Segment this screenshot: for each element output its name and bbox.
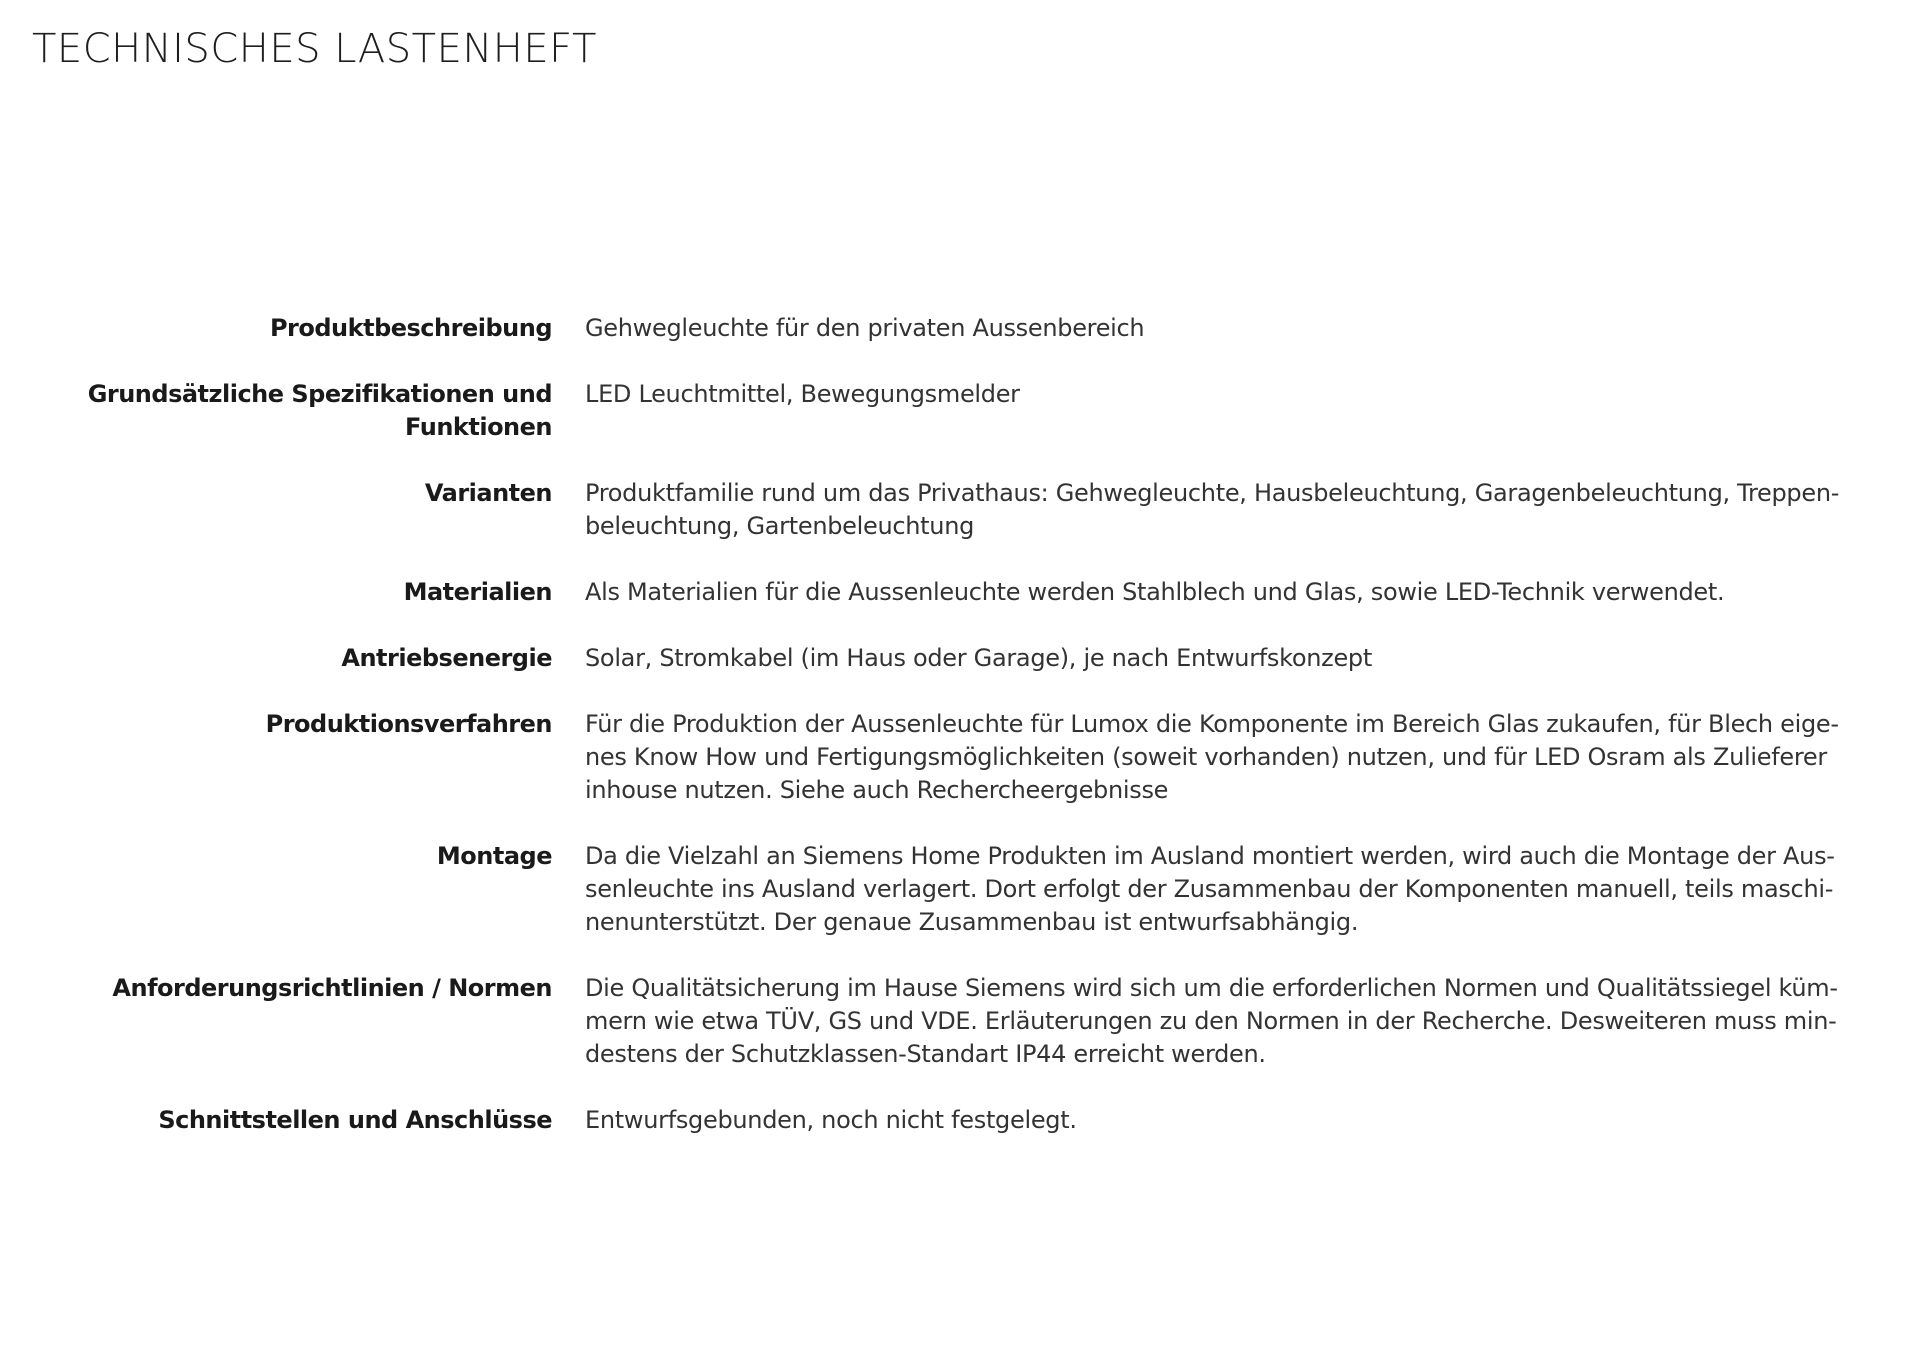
spec-value: Solar, Stromkabel (im Haus oder Garage), je nach Entwurfskonzept	[585, 644, 1372, 672]
spec-row-produktionsverfahren	[0, 708, 1920, 807]
spec-value: Als Materialien für die Aussenleuchte werden Stahlblech und Glas, sowie LED-Technik verwendet.	[585, 578, 1725, 606]
spec-row-normen	[0, 972, 1920, 1071]
spec-value: LED Leuchtmittel, Bewegungsmelder	[585, 380, 1020, 408]
spec-row-schnittstellen	[0, 1104, 1920, 1137]
spec-label: Varianten	[424, 479, 552, 507]
spec-row-varianten	[0, 477, 1920, 543]
spec-value: Die Qualitätsicherung im Hause Siemens wird sich um die erforderlichen Normen und Qualitätssiegel küm- mern wie etwa TÜV, GS und VDE. Erläuterungen zu den Normen in der Recherche. Desweiteren muss min- destens der Schutzklassen-Standart IP44 erreicht werden.	[585, 974, 1838, 1068]
spec-row-materialien	[0, 576, 1920, 609]
page-title: TECHNISCHES LASTENHEFT	[32, 26, 597, 72]
spec-value: Für die Produktion der Aussenleuchte für Lumox die Komponente im Bereich Glas zukaufen, für Blech eige- nes Know How und Fertigungsmöglichkeiten (soweit vorhanden) nutzen, und für LED Osram als Zulieferer inhouse nutzen. Siehe auch Rechercheergebnisse	[585, 710, 1839, 804]
spec-value: Produktfamilie rund um das Privathaus: Gehwegleuchte, Hausbeleuchtung, Garagenbeleuchtung, Treppen- beleuchtung, Gartenbeleuchtung	[585, 479, 1840, 540]
spec-label: Materialien	[403, 578, 552, 606]
spec-value: Da die Vielzahl an Siemens Home Produkten im Ausland montiert werden, wird auch die Montage der Aus- senleuchte ins Ausland verlagert. Dort erfolgt der Zusammenbau der Komponenten manuell, teils maschi- nenunterstützt. Der genaue Zusammenbau ist entwurfsabhängig.	[585, 842, 1835, 936]
spec-row-montage	[0, 840, 1920, 939]
spec-row-produktbeschreibung	[0, 312, 1920, 345]
spec-label: Antriebsenergie	[341, 644, 552, 672]
spec-label: Schnittstellen und Anschlüsse	[158, 1106, 552, 1134]
spec-value: Entwurfsgebunden, noch nicht festgelegt.	[585, 1106, 1077, 1134]
spec-value: Gehwegleuchte für den privaten Aussenbereich	[585, 314, 1145, 342]
spec-list	[0, 312, 1920, 1170]
spec-label: Anforderungsrichtlinien / Normen	[112, 974, 552, 1002]
spec-row-antriebsenergie	[0, 642, 1920, 675]
spec-row-spezifikationen	[0, 378, 1920, 444]
spec-label: Montage	[436, 842, 552, 870]
spec-label: Produktionsverfahren	[265, 710, 552, 738]
spec-label: Produktbeschreibung	[269, 314, 552, 342]
spec-label: Grundsätzliche Spezifikationen und Funktionen	[87, 380, 552, 441]
